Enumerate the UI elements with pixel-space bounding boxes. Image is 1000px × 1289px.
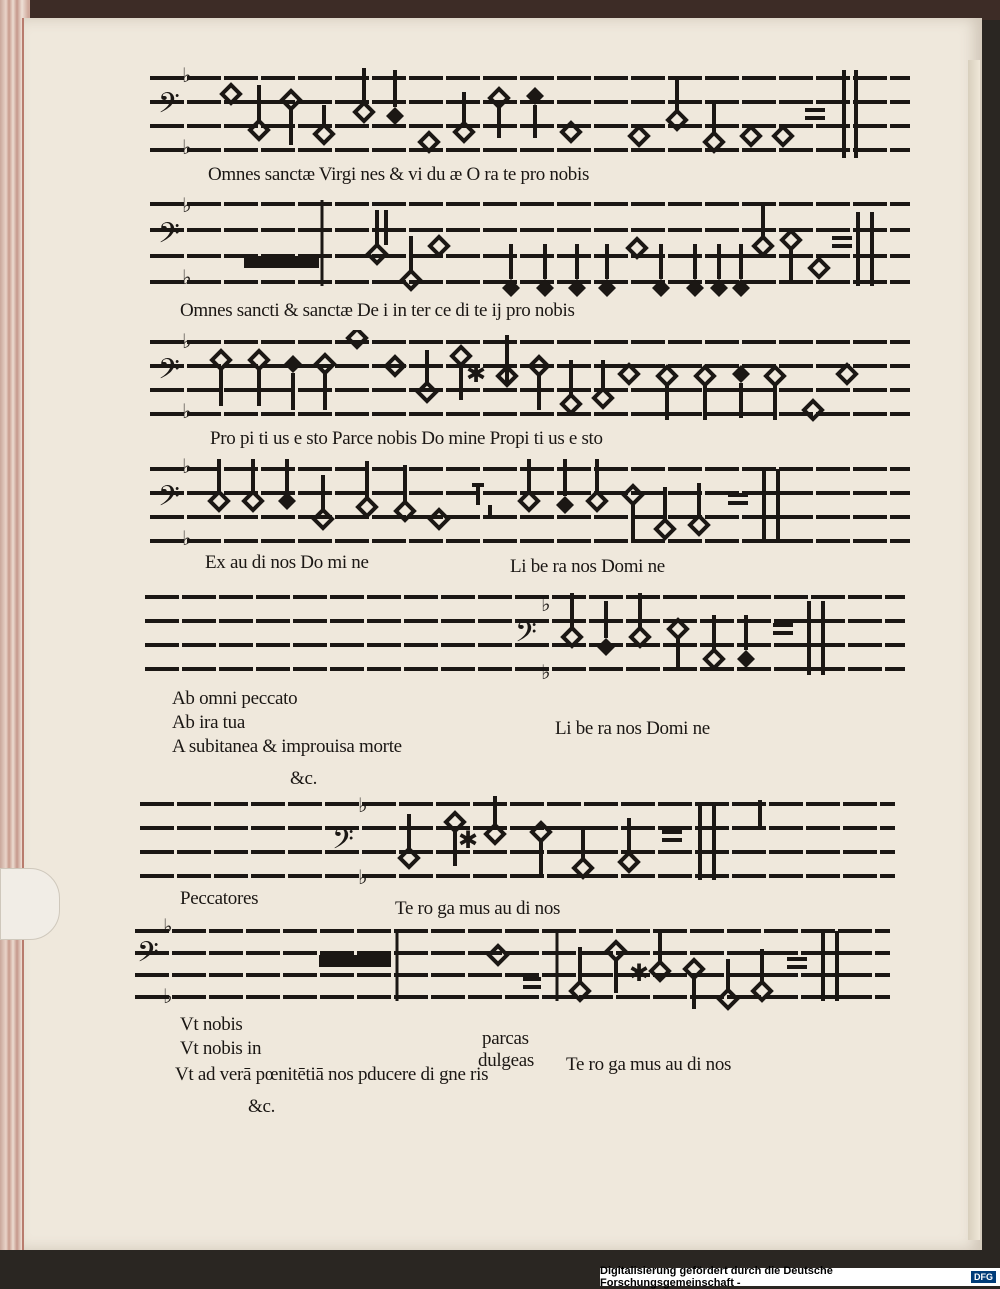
invocation-line: Vt nobis <box>180 1014 243 1035</box>
svg-text:♭: ♭ <box>541 660 551 684</box>
lyric-line: Pro pi ti us e sto Parce nobis Do mine Propi ti us e sto <box>210 428 603 449</box>
svg-text:𝄢: 𝄢 <box>158 87 180 127</box>
invocation-line: Vt nobis in <box>180 1038 262 1059</box>
music-staff-1 <box>150 60 920 170</box>
svg-text:♭: ♭ <box>182 399 192 423</box>
lyric-line: Omnes sanctæ Virgi nes & vi du æ O ra te pro nobis <box>208 164 590 185</box>
svg-text:♭: ♭ <box>541 592 551 616</box>
svg-text:♭: ♭ <box>182 135 192 159</box>
credit-text: Digitalisierung gefördert durch die Deutsche Forschungsgemeinschaft - <box>600 1265 833 1289</box>
dfg-logo: DFG <box>971 1271 996 1283</box>
svg-text:𝄢: 𝄢 <box>137 936 159 976</box>
etc-mark: &c. <box>290 768 318 789</box>
svg-text:♭: ♭ <box>182 265 192 289</box>
svg-text:♭: ♭ <box>358 865 368 889</box>
svg-text:♭: ♭ <box>182 63 192 87</box>
page-clip <box>0 868 60 940</box>
lyric-line: dulgeas <box>478 1050 534 1071</box>
lyric-line: Te ro ga mus au di nos <box>395 898 561 919</box>
svg-text:♭: ♭ <box>163 915 173 938</box>
svg-text:𝄢: 𝄢 <box>158 217 180 257</box>
invocation-line: Peccatores <box>180 888 259 909</box>
music-staff-7 <box>135 915 905 1015</box>
svg-text:♭: ♭ <box>182 455 192 478</box>
svg-text:✱: ✱ <box>466 360 487 388</box>
svg-text:𝄢: 𝄢 <box>515 616 537 656</box>
svg-text:♭: ♭ <box>182 330 192 353</box>
svg-text:♭: ♭ <box>182 526 192 550</box>
music-staff-4 <box>150 455 920 555</box>
svg-text:𝄢: 𝄢 <box>158 353 180 393</box>
svg-text:✱: ✱ <box>629 959 650 987</box>
page-right-margin <box>968 60 980 1240</box>
invocation-line: A subitanea & improuisa morte <box>172 736 402 757</box>
invocation-line: Vt ad verā pœnitētiā nos pducere di gne ris <box>175 1064 489 1085</box>
invocation-line: Ab omni peccato <box>172 688 298 709</box>
svg-text:♭: ♭ <box>163 984 173 1008</box>
lyric-line: Te ro ga mus au di nos <box>566 1054 732 1075</box>
music-staff-6 <box>140 790 910 890</box>
lyric-line: parcas <box>482 1028 529 1049</box>
lyric-line: Omnes sancti & sanctæ De i in ter ce di te ij pro nobis <box>180 300 575 321</box>
book-top-edge <box>0 0 1000 20</box>
music-staff-3 <box>150 330 920 430</box>
music-staff-5 <box>145 585 915 685</box>
lyric-line: Li be ra nos Domi ne <box>555 718 710 739</box>
music-staff-2 <box>150 190 920 300</box>
lyric-line: Li be ra nos Domi ne <box>510 556 665 577</box>
svg-text:♭: ♭ <box>358 793 368 817</box>
lyric-line: Ex au di nos Do mi ne <box>205 552 369 573</box>
etc-mark: &c. <box>248 1096 276 1117</box>
svg-text:𝄢: 𝄢 <box>158 480 180 520</box>
invocation-line: Ab ira tua <box>172 712 245 733</box>
svg-text:✱: ✱ <box>458 826 479 854</box>
digitization-credit <box>600 1265 1000 1289</box>
svg-text:♭: ♭ <box>182 193 192 217</box>
svg-text:𝄢: 𝄢 <box>332 823 354 863</box>
